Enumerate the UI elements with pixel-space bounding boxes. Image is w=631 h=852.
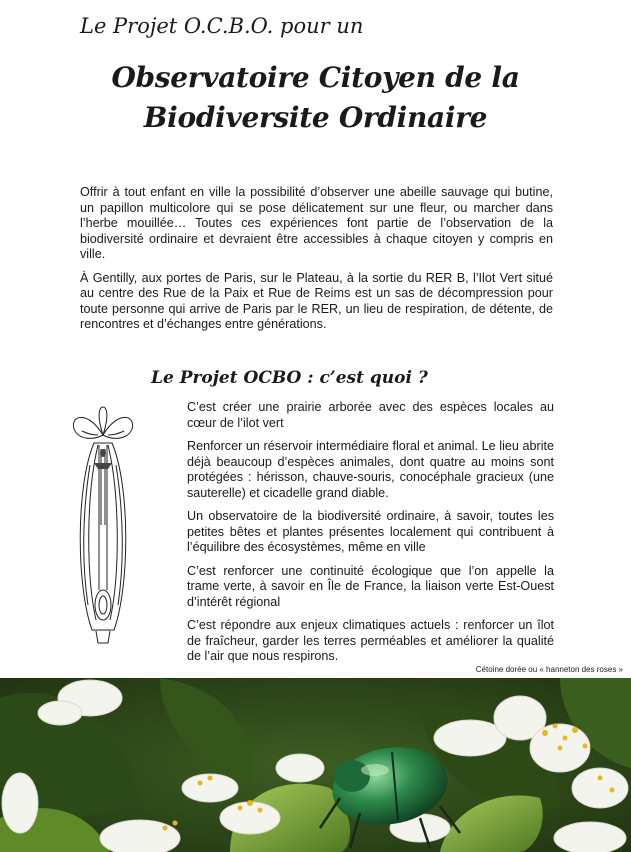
section-item: Renforcer un réservoir intermédiaire floral et animal. Le lieu abrite déjà beaucoup d’espèces animales, dont quatre au moins sont protégées : hérisson, chauve-souris, conocéphale gracieux (une sauterelle) et cicadelle grand diable. [187, 439, 554, 500]
intro-paragraph: À Gentilly, aux portes de Paris, sur le Plateau, à la sortie du RER B, l’Ilot Vert situé au centre des Rue de la Paix et Rue de Reims est un sas de décompression pour toute personne qui arrive de Paris par le RER, un lieu de respiration, de détente, de rencontres et d’échanges entre générations. [80, 270, 553, 331]
document-title [0, 58, 631, 138]
section-item: C’est répondre aux enjeux climatiques actuels : renforcer un îlot de fraîcheur, garder les terres perméables et améliorer la qualité de l’air que nous respirons. [187, 618, 554, 663]
flower-cross-section-illustration [68, 405, 138, 645]
section-heading: Le Projet OCBO : c’est quoi ? [151, 368, 428, 388]
photo-caption: Cétoine dorée ou « hanneton des roses » [475, 665, 623, 674]
intro-paragraph: Offrir à tout enfant en ville la possibilité d’observer une abeille sauvage qui butine, un papillon multicolore qui se pose délicatement sur une fleur, ou marcher dans l’herbe mouillée… Toutes ces expériences font partie de l’observation de la biodiversité ordinaire et devraient être accessibles à chaque citoyen y compris en ville. [80, 185, 553, 261]
section-items [187, 400, 554, 673]
section-item: C’est renforcer une continuité écologique que l’on appelle la trame verte, à savoir en Île de France, la liaison verte Est-Ouest d’intérêt régional [187, 563, 554, 609]
beetle-on-flowers-photo [0, 678, 631, 852]
section-item: C’est créer une prairie arborée avec des espèces locales au cœur de l’ilot vert [187, 400, 554, 430]
title-line-2: Biodiversite Ordinaire [143, 101, 488, 134]
title-line-1: Observatoire Citoyen de la [111, 61, 520, 94]
intro-text [80, 185, 553, 341]
document-kicker: Le Projet O.C.B.O. pour un [80, 14, 364, 38]
section-item: Un observatoire de la biodiversité ordinaire, à savoir, toutes les petites bêtes et plantes présentes localement qui contribuent à l’équilibre des écosystèmes, même en ville [187, 509, 554, 554]
